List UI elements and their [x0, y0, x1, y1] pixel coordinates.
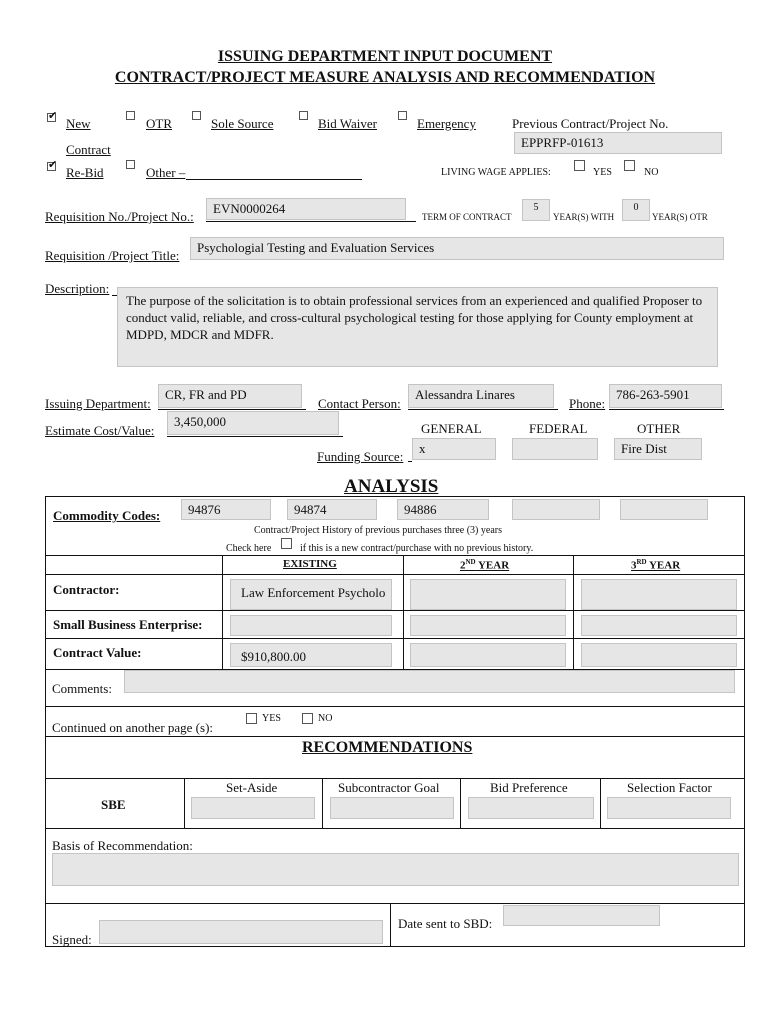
signature-divider: [390, 903, 391, 947]
new-purchase-text: if this is a new contract/purchase with no previous history.: [300, 543, 534, 554]
living-wage-no-label: NO: [644, 167, 659, 178]
history-col-divider-2: [403, 555, 404, 669]
title-line-1: ISSUING DEPARTMENT INPUT DOCUMENT: [217, 48, 553, 65]
new-purchase-checkbox[interactable]: [281, 538, 292, 549]
estimate-field[interactable]: 3,450,000: [167, 411, 339, 435]
years-otr-label: YEAR(S) OTR: [652, 212, 708, 222]
sbe-label: Small Business Enterprise:: [53, 617, 203, 632]
estimate-underline: [167, 436, 343, 437]
funding-other-label: OTHER: [637, 421, 681, 436]
sole-source-label: Sole Source: [211, 116, 274, 131]
contact-person-label: Contact Person:: [318, 396, 401, 411]
comments-row-bottom: [45, 706, 745, 707]
contact-underline: [408, 409, 558, 410]
other-checkbox[interactable]: [126, 160, 135, 169]
phone-label: Phone:: [569, 396, 606, 411]
date-sbd-field[interactable]: [503, 905, 660, 926]
check-here-label: Check here: [226, 543, 272, 554]
sole-source-checkbox[interactable]: [192, 111, 201, 120]
commodity-code-1[interactable]: 94876: [181, 499, 271, 520]
other-underline[interactable]: [186, 179, 362, 180]
rebid-checkbox[interactable]: [47, 162, 56, 171]
contract-value-2nd-year-field[interactable]: [410, 643, 566, 667]
estimate-label: Estimate Cost/Value:: [45, 423, 155, 438]
new-contract-checkbox[interactable]: [47, 113, 56, 122]
funding-federal-field[interactable]: [512, 438, 598, 460]
funding-general-label: GENERAL: [421, 421, 482, 436]
col-2nd-year-sup: ND: [465, 558, 476, 566]
bid-preference-field[interactable]: [468, 797, 594, 819]
phone-field[interactable]: 786-263-5901: [609, 384, 722, 408]
basis-label: Basis of Recommendation:: [52, 838, 193, 853]
issuing-department-field[interactable]: CR, FR and PD: [158, 384, 302, 408]
signed-label: Signed:: [52, 932, 92, 947]
commodity-code-3[interactable]: 94886: [397, 499, 489, 520]
emergency-label: Emergency: [417, 116, 476, 131]
continued-no-label: NO: [318, 713, 333, 724]
subcontractor-goal-field[interactable]: [330, 797, 454, 819]
project-title-field[interactable]: Psychologial Testing and Evaluation Services: [190, 237, 724, 260]
col-3rd-year: [631, 558, 680, 572]
contractor-existing-field[interactable]: Law Enforcement Psycholo: [230, 579, 392, 610]
recommendations-heading: RECOMMENDATIONS: [302, 739, 473, 756]
contract-label: Contract: [66, 142, 111, 157]
project-title-label: Requisition /Project Title:: [45, 248, 180, 263]
otr-years-field[interactable]: 0: [622, 199, 650, 221]
sbe-existing-field[interactable]: [230, 615, 392, 636]
requisition-no-field[interactable]: EVN0000264: [206, 198, 406, 220]
continued-yes-label: YES: [262, 713, 281, 724]
contractor-2nd-year-field[interactable]: [410, 579, 566, 610]
history-col-divider-3: [573, 555, 574, 669]
rec-col-divider-4: [600, 778, 601, 828]
history-header-bottom: [45, 574, 745, 575]
sbe-3rd-year-field[interactable]: [581, 615, 737, 636]
basis-row-bottom: [45, 903, 745, 904]
col-2nd-year-text: YEAR: [475, 559, 510, 572]
history-row-2-bottom: [45, 638, 745, 639]
new-label: New: [66, 116, 91, 131]
funding-source-label: Funding Source:: [317, 449, 404, 464]
issuing-department-label: Issuing Department:: [45, 396, 151, 411]
col-3rd-year-sup: RD: [636, 558, 647, 566]
living-wage-label: LIVING WAGE APPLIES:: [441, 167, 551, 178]
contractor-3rd-year-field[interactable]: [581, 579, 737, 610]
contract-value-existing-field[interactable]: $910,800.00: [230, 643, 392, 667]
subcontractor-goal-label: Subcontractor Goal: [338, 780, 440, 795]
bid-waiver-label: Bid Waiver: [318, 116, 378, 131]
rebid-label: Re-Bid: [66, 165, 104, 180]
rec-col-divider-1: [184, 778, 185, 828]
comments-label: Comments:: [52, 681, 112, 696]
phone-underline: [609, 409, 724, 410]
issuing-underline: [158, 409, 306, 410]
bid-waiver-checkbox[interactable]: [299, 111, 308, 120]
commodity-code-5[interactable]: [620, 499, 708, 520]
continued-no-checkbox[interactable]: [302, 713, 313, 724]
living-wage-yes-label: YES: [593, 167, 612, 178]
rec-col-divider-2: [322, 778, 323, 828]
commodity-codes-label: Commodity Codes:: [53, 508, 161, 523]
description-field[interactable]: The purpose of the solicitation is to obtain professional services from an experienced and qualified Proposer to conduct valid, reliable, and cross-cultural psychological testing for those applying for County employment at MDPD, MDCR and MDFR.: [117, 287, 718, 367]
signed-field[interactable]: [99, 920, 383, 944]
history-text: Contract/Project History of previous purchases three (3) years: [254, 525, 502, 536]
commodity-code-2[interactable]: 94874: [287, 499, 377, 520]
term-of-contract-label: TERM OF CONTRACT: [422, 212, 512, 222]
bid-preference-label: Bid Preference: [490, 780, 568, 795]
set-aside-label: Set-Aside: [226, 780, 278, 795]
requisition-no-label: Requisition No./Project No.:: [45, 209, 194, 224]
funding-general-field[interactable]: x: [412, 438, 496, 460]
col-existing: EXISTING: [283, 558, 337, 570]
commodity-code-4[interactable]: [512, 499, 600, 520]
recommendations-row-bottom: [45, 828, 745, 829]
funding-underline: [408, 461, 412, 462]
previous-contract-field[interactable]: EPPRFP-01613: [514, 132, 722, 154]
emergency-checkbox[interactable]: [398, 111, 407, 120]
set-aside-field[interactable]: [191, 797, 315, 819]
living-wage-yes-checkbox[interactable]: [574, 160, 585, 171]
contract-value-label: Contract Value:: [53, 645, 142, 660]
col-2nd-year-num: 2: [460, 559, 466, 572]
recommendations-header-line: [45, 778, 745, 779]
sbe-2nd-year-field[interactable]: [410, 615, 566, 636]
contact-person-field[interactable]: Alessandra Linares: [408, 384, 554, 408]
continued-yes-checkbox[interactable]: [246, 713, 257, 724]
comments-field[interactable]: [124, 670, 735, 693]
history-row-1-bottom: [45, 610, 745, 611]
term-years-field[interactable]: 5: [522, 199, 550, 221]
selection-factor-label: Selection Factor: [627, 780, 712, 795]
funding-other-field[interactable]: Fire Dist: [614, 438, 702, 460]
otr-label: OTR: [146, 116, 172, 131]
previous-contract-label: Previous Contract/Project No.: [512, 116, 669, 131]
col-2nd-year: [460, 558, 509, 572]
other-label: Other –: [146, 165, 186, 180]
description-label: Description:: [45, 281, 110, 296]
funding-federal-label: FEDERAL: [529, 421, 588, 436]
basis-field[interactable]: [52, 853, 739, 886]
continued-label: Continued on another page (s):: [52, 720, 214, 735]
analysis-heading: ANALYSIS: [344, 476, 439, 497]
rec-col-divider-3: [460, 778, 461, 828]
col-3rd-year-num: 3: [631, 559, 637, 572]
history-col-divider-1: [222, 555, 223, 669]
date-sbd-label: Date sent to SBD:: [398, 916, 493, 931]
otr-checkbox[interactable]: [126, 111, 135, 120]
living-wage-no-checkbox[interactable]: [624, 160, 635, 171]
contract-value-3rd-year-field[interactable]: [581, 643, 737, 667]
sbe-recommendation-label: SBE: [101, 797, 126, 812]
years-with-label: YEAR(S) WITH: [553, 212, 615, 222]
continued-row-bottom: [45, 736, 745, 737]
requisition-underline: [206, 221, 416, 222]
title-line-2: CONTRACT/PROJECT MEASURE ANALYSIS AND RECOMMENDATION: [114, 69, 656, 86]
history-header-top: [45, 555, 745, 556]
col-3rd-year-text: YEAR: [646, 559, 681, 572]
contractor-label: Contractor:: [53, 582, 120, 597]
selection-factor-field[interactable]: [607, 797, 731, 819]
